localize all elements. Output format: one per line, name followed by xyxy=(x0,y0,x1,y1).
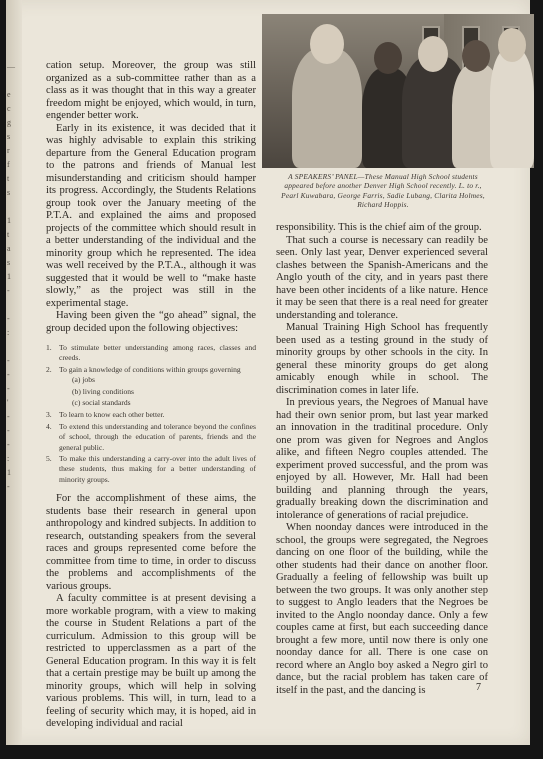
sub-objective-item: (b) living conditions xyxy=(72,386,135,396)
photo-caption: A SPEAKERS’ PANEL—These Manual High School students appeared before another Denver High School recently. L. to r., Pearl Kuwabara, George Farris, Sadie Lubang, Clarita Holmes, Richard Hoppis. xyxy=(281,172,485,210)
paragraph: That such a course is necessary can readily be seen. Only last year, Denver experienced several clashes between the Spanish-Americans and the Anglo youth of the city, and in years past there have been other incidents of a like nature. Hence it may be seen that there is a real need for greater understanding and tolerance. xyxy=(276,234,488,321)
right-column xyxy=(276,222,488,697)
paragraph: Having been given the “go ahead” signal, the group decided upon the following objectives: xyxy=(46,310,256,334)
margin-bleed-letters: — e c g s r f t s 1 t a s 1 - - : - - - ' - - - : 1 - xyxy=(7,62,15,491)
objective-item: 1. To stimulate better understanding among races, classes and creeds. xyxy=(46,343,256,363)
paragraph: When noonday dances were introduced in the school, the groups were segregated, the Negroes dancing on one floor of the building, while the other students had their dance on another floor. Gradually a feeling of fellowship was built up between the two groups. It was only another step to suggest to Anglo leaders that the Negroes be invited to the Anglo noonday dance. Only a few couples came at first, but each succeeding dance brought a few more, until now there is only one noonday dance for all. There is one case on record where an Anglo boy asked a Negro girl to dance, but the racial problem has taken care of itself in the past, and the dancing is xyxy=(276,522,488,696)
page-number: 7 xyxy=(476,682,481,693)
paragraph: Manual Training High School has frequently been used as a testing ground in the study of minority groups by other schools in the city. In general these minority groups do get along amicably enough while in school. The discrimination comes in later life. xyxy=(276,322,488,396)
student-head xyxy=(374,42,402,74)
left-column xyxy=(46,60,256,731)
paragraph: In previous years, the Negroes of Manual have had their own senior prom, but last year marked an innovation in the traditinal procedure. Only one prom was given for Negroes and Anglos alike, and fifteen Negro couples attended. The experiment proved successful, and the prom was enjoyed by all. However, Mr. Hall had been building and planning through the years, gradually breaking down the discrimination and intolerance of generations of racial prejudice. xyxy=(276,397,488,521)
student-figure xyxy=(292,48,362,168)
paragraph: cation setup. Moreover, the group was still organized as a sub-committee rather than as a class as it was thought that in this way a greater freedom might be enjoyed, which would, in turn, engender better work. xyxy=(46,60,256,121)
student-figure xyxy=(490,48,534,168)
objectives-list xyxy=(46,343,256,485)
sub-objective-item: (a) jobs xyxy=(72,375,95,385)
student-head xyxy=(498,28,526,62)
objective-item: 4. To extend this understanding and tolerance beyond the confines of school, through the education of parents, friends and the general public. xyxy=(46,421,256,452)
student-head xyxy=(310,24,344,64)
objective-item: 2. To gain a knowledge of conditions within groups governing (a) jobs (b) living conditions (c) social standards xyxy=(46,365,256,410)
paragraph: A faculty committee is at present devising a more workable program, with a view to making the course in Student Relations a part of the curriculum. Admission to this group will be restricted to upperclassmen as a part of the General Education program. In this way it is felt that a certain prestige may be built up among the minority groups, which will help in solving various problems. This will, in turn, lead to a feeling of security which may, it is hoped, aid in developing individual and racial xyxy=(46,593,256,730)
student-head xyxy=(418,36,448,72)
sub-objective-item: (c) social standards xyxy=(72,398,131,408)
students-photo xyxy=(262,14,534,168)
paragraph: For the accomplishment of these aims, the students base their research in general upon anthropology and kindred subjects. In addition to research, outstanding speakers from the several races and groups represented come before the committee from time to time, in order to discuss the problems and accomplishments of the various groups. xyxy=(46,493,256,592)
objective-item: 3. To learn to know each other better. xyxy=(46,410,165,420)
magazine-page xyxy=(6,0,530,745)
paragraph: Early in its existence, it was decided that it was highly advisable to explain this striking departure from the General Education program to the patrons and friends of Manual lest misunderstanding and criticism should hamper its progress. Accordingly, the Students Relations group took over the January meeting of the P.T.A. and explained the aims and proposed projects of the committee which should result in a better understanding of the individual and the minority group which he represented. The idea was well received by the P.T.A., although it was suggested that it would be well to “make haste slowly,” as the project was still in the experimental stage. xyxy=(46,122,256,309)
paragraph: responsibility. This is the chief aim of the group. xyxy=(276,222,482,233)
sub-objectives-list xyxy=(46,375,256,409)
objective-item: 5. To make this understanding a carry-over into the adult lives of these students, thus making for a better understanding of minority groups. xyxy=(46,454,256,484)
student-head xyxy=(462,40,490,72)
